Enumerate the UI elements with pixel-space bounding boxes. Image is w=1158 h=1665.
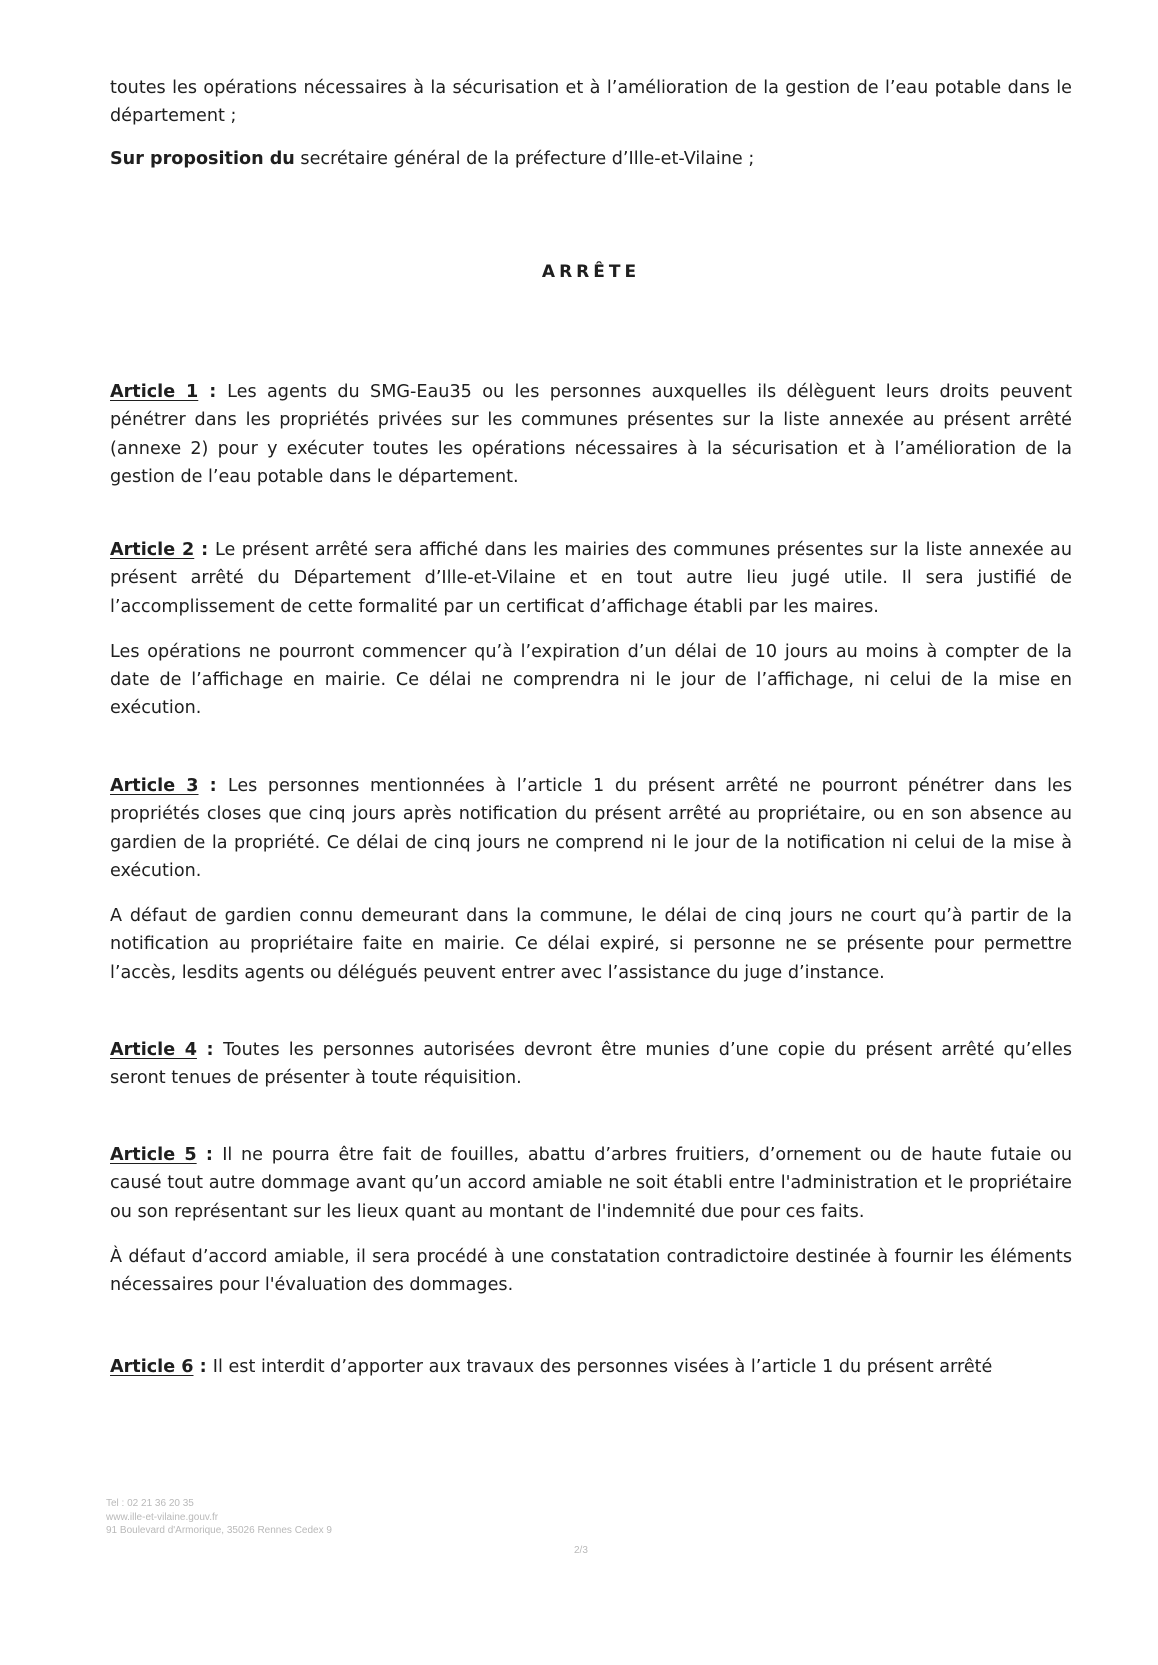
article-paragraph: [110, 536, 1072, 621]
article-text: Il ne pourra être fait de fouilles, abattu d’arbres fruitiers, d’ornement ou de haute futaie ou causé tout autre dommage avant qu’un accord amiable ne soit établi entre l'administration et le propriétaire ou son représentant sur les lieux quant au montant de l'indemnité due pour ces faits.: [110, 1145, 1073, 1222]
article-text: Il est interdit d’apporter aux travaux des personnes visées à l’article 1 du présent arrêté: [212, 1357, 993, 1377]
page-number: 2/3: [574, 1545, 588, 1556]
article-3: [110, 772, 1072, 987]
proposal-line: [110, 145, 1072, 173]
article-sep: :: [193, 1357, 213, 1377]
proposal-text: secrétaire général de la préfecture d’Ille-et-Vilaine ;: [294, 148, 755, 169]
footer-address: 91 Boulevard d'Armorique, 35026 Rennes Cedex 9: [106, 1525, 332, 1536]
article-label: Article 3: [110, 776, 199, 796]
article-6: [110, 1353, 1072, 1381]
article-paragraph: À défaut d’accord amiable, il sera procédé à une constatation contradictoire destinée à fournir les éléments nécessaires pour l'évaluation des dommages.: [110, 1246, 1072, 1296]
article-text: Les agents du SMG-Eau35 ou les personnes auxquelles ils délèguent leurs droits peuvent pénétrer dans les propriétés privées sur les communes présentes sur la liste annexée au présent arrêté (annexe 2) pour y exécuter toutes les opérations nécessaires à la sécurisation et à l’amélioration de la gestion de l’eau potable dans le département.: [110, 382, 1072, 487]
article-label: Article 1: [110, 382, 199, 402]
article-1: [110, 378, 1072, 491]
article-sep: :: [198, 776, 228, 796]
article-4: [110, 1036, 1072, 1093]
article-label: Article 2: [110, 540, 195, 560]
footer-website: www.ille-et-vilaine.gouv.fr: [106, 1511, 219, 1523]
article-paragraph: A défaut de gardien connu demeurant dans la commune, le délai de cinq jours ne court qu’à partir de la notification au propriétaire faite en mairie. Ce délai expiré, si personne ne se présente pour permettre l’accès, lesdits agents ou délégués peuvent entrer avec l’assistance du juge d’instance.: [110, 906, 1072, 983]
article-paragraph: [110, 1353, 1072, 1381]
article-label: Article 6: [110, 1357, 194, 1377]
article-2: [110, 536, 1072, 723]
decree-title: ARRÊTE: [541, 262, 641, 282]
article-paragraph: [110, 378, 1072, 491]
article-text: Les personnes mentionnées à l’article 1 du présent arrêté ne pourront pénétrer dans les propriétés closes que cinq jours après notification du présent arrêté au propriétaire, ou en son absence au gardien de la propriété. Ce délai de cinq jours ne comprend ni le jour de la notification ni celui de la mise à exécution.: [110, 776, 1072, 881]
article-label: Article 4: [110, 1040, 197, 1060]
article-text: Le présent arrêté sera affiché dans les mairies des communes présentes sur la liste annexée au présent arrêté du Département d’Ille-et-Vilaine et en tout autre lieu jugé utile. Il sera justifié de l’accomplissement de cette formalité par un certificat d’affichage établi par les maires.: [110, 540, 1072, 617]
article-paragraph: Les opérations ne pourront commencer qu’à l’expiration d’un délai de 10 jours au moins à compter de la date de l’affichage en mairie. Ce délai ne comprendra ni le jour de l’affichage, ni celui de la mise en exécution.: [110, 641, 1072, 719]
article-paragraph: [110, 1141, 1072, 1226]
article-text: Toutes les personnes autorisées devront être munies d’une copie du présent arrêté qu’elles seront tenues de présenter à toute réquisition.: [110, 1040, 1072, 1089]
article-sep: :: [196, 1145, 223, 1165]
article-sep: :: [198, 382, 228, 402]
article-label: Article 5: [110, 1145, 197, 1165]
article-5: [110, 1141, 1072, 1299]
intro-block: [110, 74, 1072, 173]
proposal-bold: Sur proposition du: [110, 148, 295, 169]
article-paragraph: [110, 772, 1072, 885]
footer-phone: Tel : 02 21 36 20 35: [106, 1498, 194, 1509]
article-sep: :: [194, 540, 216, 560]
article-sep: :: [196, 1040, 224, 1060]
prefecture-footer: [106, 1497, 332, 1538]
intro-line: toutes les opérations nécessaires à la sécurisation et à l’amélioration de la gestion de l’eau potable dans le département ;: [110, 78, 1072, 127]
article-paragraph: [110, 1036, 1072, 1093]
